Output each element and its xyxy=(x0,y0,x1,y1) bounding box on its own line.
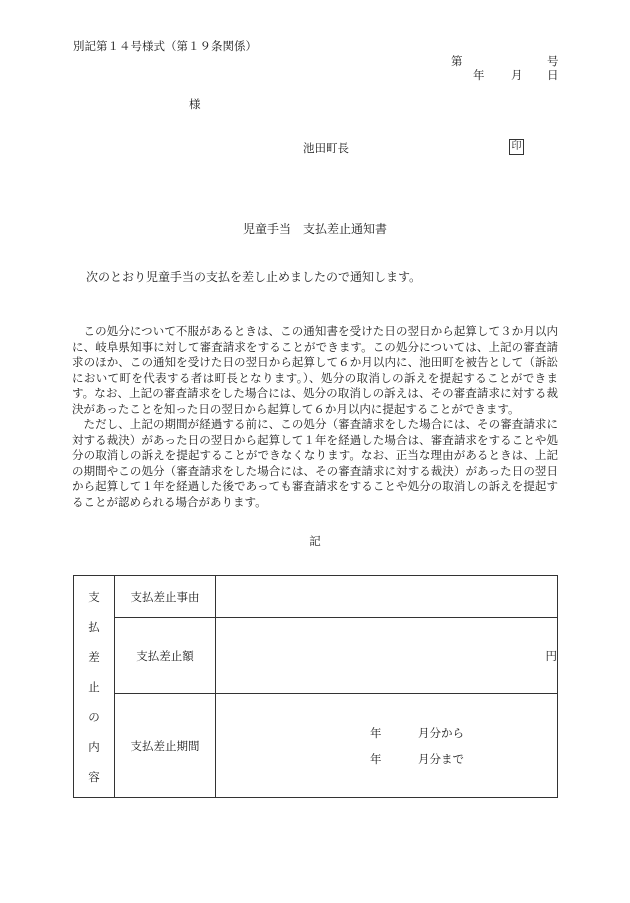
side-char: の xyxy=(88,709,100,724)
side-char: 容 xyxy=(88,769,100,784)
form-id: 別記第１４号様式（第１９条関係） xyxy=(73,39,257,53)
appeal-paragraph-1: この処分について不服があるときは、この通知書を受けた日の翌日から起算して３か月以内に、岐阜県知事に対して審査請求をすることができます。この処分については、上記の審査請求のほか、この通知を受けた日の翌日から起算して６か月以内に、池田町を被告として（訴訟において町を代表する者は町長となります。）、処分の取消しの訴えを提起することができます。なお、上記の審査請求をした場合には、処分の取消しの訴えは、その審査請求に対する裁決があったことを知った日の翌日から起算して６か月以内に提起することができます。 xyxy=(72,324,558,416)
lead-sentence: 次のとおり児童手当の支払を差し止めましたので通知します。 xyxy=(86,270,422,284)
period-value-cell[interactable] xyxy=(216,694,558,798)
period-to-text: 月分まで xyxy=(418,751,464,766)
side-char: 内 xyxy=(88,739,100,754)
period-to-line xyxy=(216,746,557,772)
addressee-suffix: 様 xyxy=(189,97,201,111)
period-from-text: 月分から xyxy=(418,725,464,740)
ki-heading: 記 xyxy=(309,534,321,548)
suspension-detail-table xyxy=(73,575,558,798)
side-char: 差 xyxy=(88,649,100,664)
side-char: 止 xyxy=(88,679,100,694)
issuer-name: 池田町長 xyxy=(303,141,349,155)
date-day-label: 日 xyxy=(547,68,559,82)
amount-value-cell[interactable] xyxy=(216,618,558,694)
seal-mark: 印 xyxy=(509,139,524,155)
appeal-notice-body xyxy=(72,324,558,510)
date-year-label: 年 xyxy=(473,68,485,82)
amount-label: 支払差止額 xyxy=(115,618,216,694)
side-char: 払 xyxy=(88,619,100,634)
period-label: 支払差止期間 xyxy=(115,694,216,798)
reason-value-cell[interactable] xyxy=(216,576,558,618)
period-from-year: 年 xyxy=(370,725,382,740)
appeal-paragraph-2: ただし、上記の期間が経過する前に、この処分（審査請求をした場合には、その審査請求に対する裁決）があった日の翌日から起算して１年を経過した場合は、審査請求をすることや処分の取消しの訴えを提起することができなくなります。なお、正当な理由があるときは、上記の期間やこの処分（審査請求をした場合には、その審査請求に対する裁決）があった日の翌日から起算して１年を経過した後であっても審査請求をすることや処分の取消しの訴えを提起することが認められる場合があります。 xyxy=(72,417,558,509)
date-month-label: 月 xyxy=(511,68,523,82)
period-from-line xyxy=(216,720,557,746)
side-char: 支 xyxy=(88,589,100,604)
document-title: 児童手当 支払差止通知書 xyxy=(242,222,387,236)
document-number-suffix: 号 xyxy=(547,54,559,68)
suspension-content-side-label xyxy=(74,576,115,798)
amount-unit: 円 xyxy=(545,648,557,663)
period-to-year: 年 xyxy=(370,751,382,766)
document-number-label: 第 xyxy=(451,54,463,68)
reason-label: 支払差止事由 xyxy=(115,576,216,618)
